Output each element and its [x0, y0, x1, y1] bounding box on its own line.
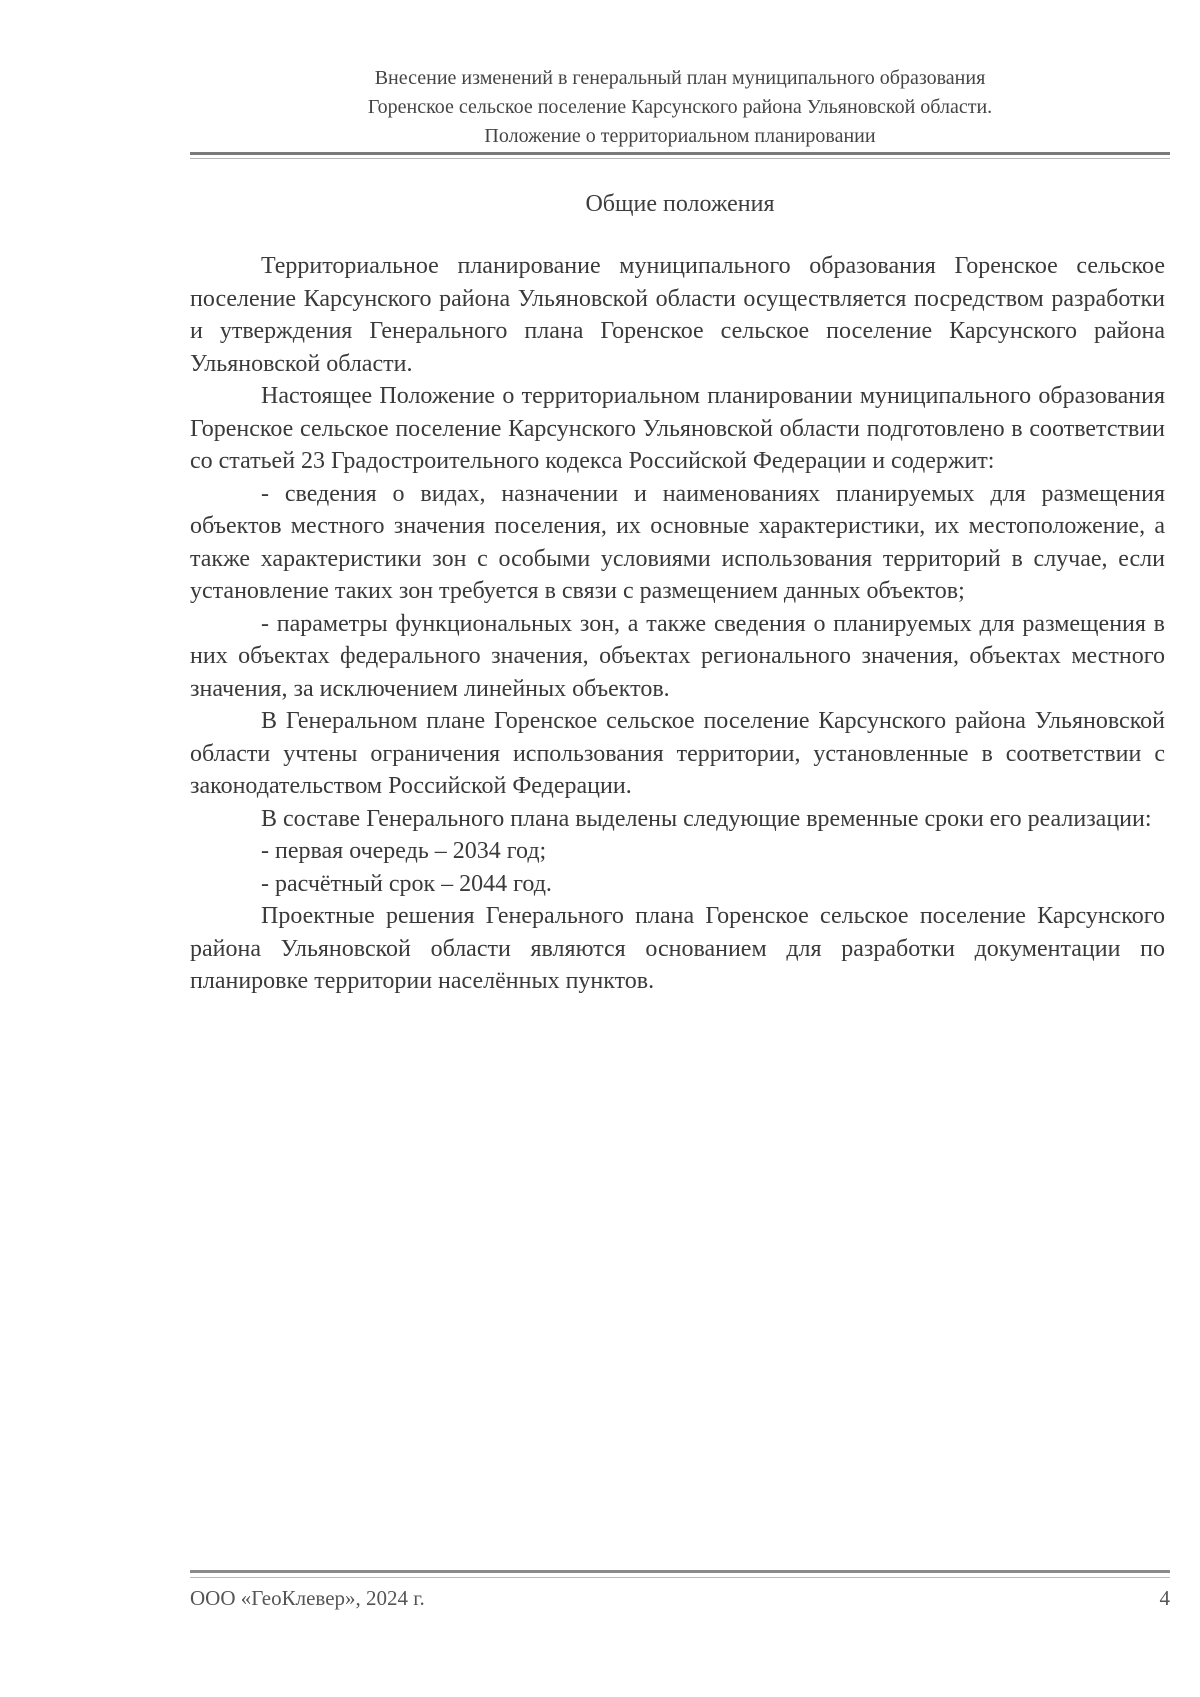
document-body [190, 250, 1165, 998]
header-line-1: Внесение изменений в генеральный план муниципального образования [374, 67, 986, 89]
paragraph-restrictions: В Генеральном плане Горенское сельское поселение Карсунского района Ульяновской области учтены ограничения использования территории, установленные в соответствии с законодательством Российской Федерации. [190, 708, 1165, 799]
list-item-local-objects: - сведения о видах, назначении и наименованиях планируемых для размещения объектов местного значения поселения, их основные характеристики, их местоположение, а также характеристики зон с особыми условиями использования территорий в случае, если установление таких зон требуется в связи с размещением данных объектов; [190, 480, 1165, 604]
page-number: 4 [1159, 1586, 1170, 1610]
list-item-first-stage: - первая очередь – 2034 год; [261, 838, 547, 864]
header-line-3: Положение о территориальном планировании [484, 125, 876, 147]
list-item-estimated-term: - расчётный срок – 2044 год. [261, 870, 552, 897]
paragraph-territorial-planning: Территориальное планирование муниципального образования Горенское сельское поселение Карсунского района Ульяновской области осуществляется посредством разработки и утверждения Генерального плана Горенское сельское поселение Карсунского района Ульяновской области. [190, 253, 1165, 377]
header-line-2: Горенское сельское поселение Карсунского района Ульяновской области. [367, 96, 993, 118]
section-title: Общие положения [585, 191, 775, 217]
paragraph-implementation-terms: В составе Генерального плана выделены следующие временные сроки его реализации: [261, 805, 1152, 832]
document-header [190, 64, 1170, 151]
paragraph-regulation-contents: Настоящее Положение о территориальном планировании муниципального образования Горенское сельское поселение Карсунского Ульяновской области подготовлено в соответствии со статьей 23 Градостроительного кодекса Российской Федерации и содержит: [190, 383, 1165, 474]
header-divider [190, 152, 1170, 155]
footer-divider [190, 1570, 1170, 1573]
list-item-functional-zones: - параметры функциональных зон, а также сведения о планируемых для размещения в них объектах федерального значения, объектах регионального значения, объектах местного значения, за исключением линейных объектов. [190, 610, 1165, 702]
footer-organization: ООО «ГеоКлевер», 2024 г. [190, 1586, 425, 1610]
paragraph-design-decisions: Проектные решения Генерального плана Горенское сельское поселение Карсунского района Ульяновской области являются основанием для разработки документации по планировке территории населённых пунктов. [190, 903, 1165, 994]
